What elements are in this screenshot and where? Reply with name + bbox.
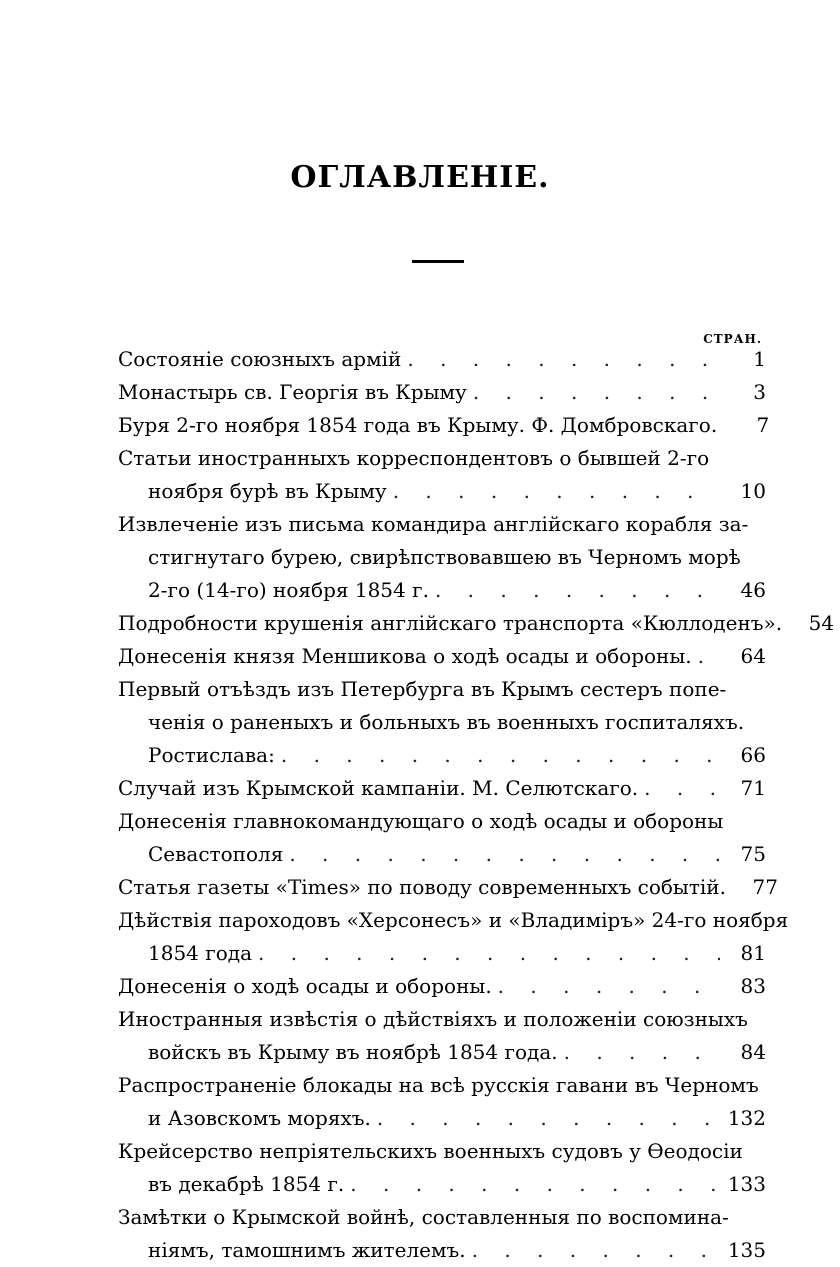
dot-leader [472,1234,720,1267]
toc-entry-text: Случай изъ Крымской кампаніи. М. Селютскаго. [118,776,639,800]
toc-entry-line [118,508,766,541]
dot-leader [407,343,720,376]
toc-entry-line [118,475,766,508]
toc-entry [118,607,835,640]
toc-entry [118,970,766,1003]
toc-entry-line [118,376,766,409]
toc-entry [118,1201,766,1267]
toc-entry [118,1069,766,1135]
toc-page-number: 83 [740,974,766,998]
toc-entry-text: Извлеченіе изъ письма командира англійскаго корабля за- [118,512,749,536]
toc-entry-line [118,1003,766,1036]
toc-page-number: 77 [752,875,778,899]
toc-entry-text: Ростислава: [148,743,275,767]
toc-entry [118,442,766,508]
toc-page-number: 133 [727,1172,766,1196]
toc-entry-text: Подробности крушенія англійскаго транспорта «Кюллоденъ». [118,611,783,635]
toc-entry-line [118,1069,766,1102]
toc-entry-text: въ декабрѣ 1854 г. [148,1172,345,1196]
toc-entry-text: Донесенія князя Меншикова о ходѣ осады и обороны. [118,644,692,668]
toc-entry-text: Донесенія о ходѣ осады и обороны. [118,974,492,998]
toc-entry-line [118,574,766,607]
toc-entry-line [118,1135,766,1168]
toc-entry-line [118,1201,766,1234]
toc-entry-text: Крейсерство непріятельскихъ военныхъ судовъ у Ѳеодосіи [118,1139,743,1163]
title-rule [412,260,464,263]
toc-entry-text: Статьи иностранныхъ корреспондентовъ о бывшей 2-го [118,446,710,470]
toc-entry [118,871,778,904]
toc-entry-line [118,442,766,475]
toc-page-number: 66 [740,743,766,767]
toc-page-number: 75 [740,842,766,866]
toc-entry-line [118,970,766,1003]
toc-page-number: 3 [753,380,766,404]
toc-entry [118,376,766,409]
toc-entry [118,1135,766,1201]
page-column-header: СТРАН. [703,332,762,346]
toc-entry [118,1003,766,1069]
toc-entry-line [118,739,766,772]
toc-entry-line [118,640,766,673]
toc-page-number: 54 [808,611,835,635]
toc-page-number: 135 [727,1238,766,1262]
dot-leader [350,1168,720,1201]
toc-entry-line [118,772,766,805]
toc-entry-line [118,1036,766,1069]
toc-page-number: 46 [740,578,766,602]
toc-entry-text: стигнутаго бурею, свирѣпствовавшею въ Черномъ морѣ [148,545,741,569]
toc-entry-line [118,706,766,739]
toc-entry-line [118,1102,766,1135]
toc-entry-text: ноября бурѣ въ Крыму [148,479,387,503]
toc-entry-line [118,805,766,838]
toc-entry-line [118,673,766,706]
toc-entry [118,772,766,805]
dot-leader [698,640,720,673]
toc-page-number: 132 [727,1106,766,1130]
toc-entry-text: войскъ въ Крыму въ ноябрѣ 1854 года. [148,1040,558,1064]
toc-entry-line [118,343,766,376]
toc-entry-text: ченія о раненыхъ и больныхъ въ военныхъ госпиталяхъ. [148,710,745,734]
toc-entry [118,805,766,871]
page-title: ОГЛАВЛЕНІЕ. [290,160,550,195]
toc-page-number: 7 [756,413,770,437]
toc-page-number: 64 [740,644,766,668]
toc-page-number: 84 [740,1040,766,1064]
toc-entry [118,673,766,772]
toc-entry-line [118,838,766,871]
toc-entry-line [118,937,766,970]
toc-entry [118,508,766,607]
toc-page-number: 71 [740,776,766,800]
toc-entry-text: Дѣйствія пароходовъ «Херсонесъ» и «Владиміръ» 24-го ноября [118,908,789,932]
toc-entry-text: Севастополя [148,842,284,866]
toc-entry-text: ніямъ, тамошнимъ жителемъ. [148,1238,466,1262]
dot-leader [258,937,720,970]
toc-page-number: 10 [740,479,766,503]
dot-leader [377,1102,720,1135]
toc-entry-text: Иностранныя извѣстія о дѣйствіяхъ и положеніи союзныхъ [118,1007,748,1031]
dot-leader [281,739,720,772]
toc-entry-text: Распространеніе блокады на всѣ русскія гавани въ Черномъ [118,1073,759,1097]
dot-leader [473,376,720,409]
toc-page-number: 81 [740,941,766,965]
toc-entry-text: Статья газеты «Times» по поводу современныхъ событій. [118,875,726,899]
toc-entry-text: Буря 2-го ноября 1854 года въ Крыму. Ф. Домбровскаго. [118,413,718,437]
toc-entry [118,343,766,376]
dot-leader [498,970,720,1003]
toc-entry-line [118,1168,766,1201]
toc-entry [118,904,789,970]
toc-entry-text: Состояніе союзныхъ армій [118,347,402,371]
toc-entry-line [118,1234,766,1267]
dot-leader [435,574,720,607]
dot-leader [564,1036,720,1069]
toc-entry-text: 1854 года [148,941,253,965]
dot-leader [289,838,720,871]
toc-entry [118,640,766,673]
toc-entry [118,409,770,442]
toc-entry-text: Замѣтки о Крымской войнѣ, составленныя по воспомина- [118,1205,729,1229]
toc-entry-text: Монастырь св. Георгія въ Крыму [118,380,467,404]
table-of-contents [118,343,835,1267]
toc-entry-text: Первый отъѣздъ изъ Петербурга въ Крымъ сестеръ попе- [118,677,727,701]
toc-entry-line [118,607,835,640]
toc-entry-text: и Азовскомъ моряхъ. [148,1106,371,1130]
toc-entry-line [118,904,789,937]
dot-leader [393,475,720,508]
toc-page-number: 1 [753,347,766,371]
dot-leader [644,772,720,805]
toc-entry-line [118,409,770,442]
toc-entry-line [118,871,778,904]
toc-entry-text: Донесенія главнокомандующаго о ходѣ осады и обороны [118,809,724,833]
toc-entry-line [118,541,766,574]
toc-entry-text: 2-го (14-го) ноября 1854 г. [148,578,429,602]
